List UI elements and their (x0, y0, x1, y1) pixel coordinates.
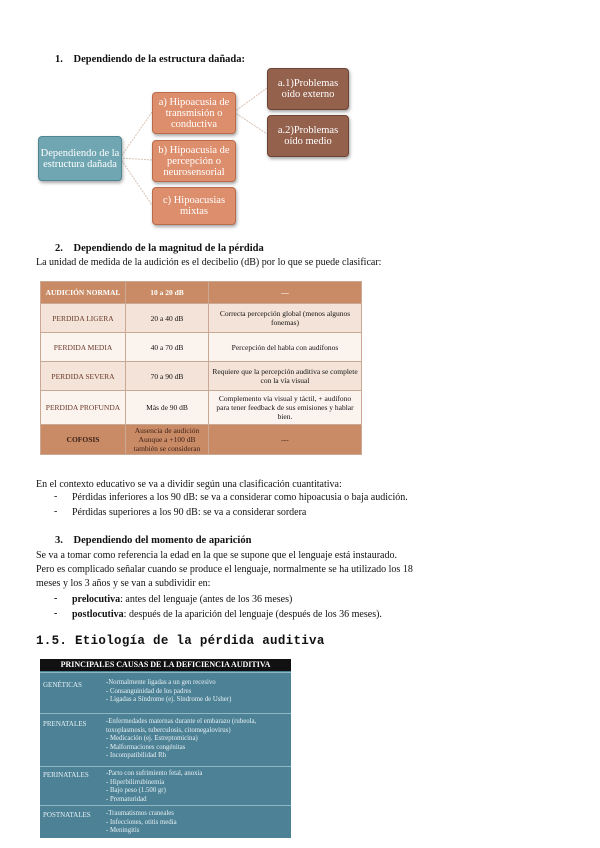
table-cell-range: 40 a 70 dB (126, 333, 209, 362)
section3-title: Dependiendo del momento de aparición (73, 535, 252, 546)
diagram-branch-b-label: b) Hipoacusia de percepción o neurosensorial (158, 144, 230, 178)
cause-category: GENÉTICAS (43, 681, 82, 689)
diagram-branch-a-label: a) Hipoacusia de transmisión o conductiva (158, 96, 230, 130)
table-cell-grade: PERDIDA LIGERA (41, 304, 126, 333)
section1-number: 1. (55, 54, 63, 65)
list-item (72, 608, 382, 621)
table-cell-range: 70 a 90 dB (126, 362, 209, 391)
causes-table (40, 659, 291, 838)
table-cell-grade: PERDIDA MEDIA (41, 333, 126, 362)
section15-title: 1.5. Etiología de la pérdida auditiva (36, 634, 325, 648)
diagram-branch-a (152, 92, 236, 134)
term-description: : después de la aparición del lenguaje (después de los 36 meses). (123, 609, 382, 620)
diagram-leaf-a2 (267, 115, 349, 157)
table-cell-desc: Percepción del habla con audífonos (209, 333, 362, 362)
cause-item: - Consanguinidad de los padres (106, 687, 192, 695)
table-cell-desc: --- (209, 425, 362, 455)
list-item: Pérdidas inferiores a los 90 dB: se va a considerar como hipoacusia o baja audición. (72, 492, 408, 503)
section2-number: 2. (55, 243, 63, 254)
list-item: Pérdidas superiores a los 90 dB: se va a considerar sordera (72, 507, 307, 518)
table-row (40, 766, 291, 805)
cause-category: POSTNATALES (43, 811, 91, 819)
table-row (41, 391, 362, 425)
table-cell-range: Más de 90 dB (126, 391, 209, 425)
cause-item: - Ligadas a Síndrome (ej. Síndrome de Usher) (106, 696, 232, 704)
section3-heading (55, 535, 251, 546)
section1-title: Dependiendo de la estructura dañada: (73, 54, 246, 65)
list-bullet: - (54, 506, 58, 517)
table-cell-range: 20 a 40 dB (126, 304, 209, 333)
diagram-leaf-a1 (267, 68, 349, 110)
term-prelocutiva: prelocutiva (72, 594, 121, 605)
table-cell-grade: AUDICIÓN NORMAL (41, 282, 126, 304)
cause-item: -Normalmente ligadas a un gen recesivo (106, 679, 216, 686)
cause-item: - Hiperbilirrubinemia (106, 778, 165, 786)
list-bullet: - (54, 491, 58, 502)
cause-category: PRENATALES (43, 720, 87, 728)
cause-list (106, 718, 288, 761)
table-row (40, 672, 291, 713)
table-cell-desc: Requiere que la percepción auditiva se complete con la vía visual (209, 362, 362, 391)
diagram-leaf-a1-label: a.1)Problemas oído externo (277, 78, 339, 100)
table-row (41, 425, 362, 455)
list-bullet: - (54, 608, 58, 619)
term-description: : antes del lenguaje (antes de los 36 meses) (120, 594, 293, 605)
table-cell-grade: PERDIDA SEVERA (41, 362, 126, 391)
list-bullet: - (54, 593, 58, 604)
table-row (41, 362, 362, 391)
cause-item: - Infecciones, otitis media (106, 818, 177, 826)
cause-item: - Meningitis (106, 827, 140, 835)
causes-table-header: PRINCIPALES CAUSAS DE LA DEFICIENCIA AUDITIVA (40, 659, 291, 671)
table-cell-range: 10 a 20 dB (126, 282, 209, 304)
diagram-leaf-a2-label: a.2)Problemas oído medio (277, 125, 339, 147)
diagram-branch-c-label: c) Hipoacusias mixtas (162, 195, 226, 217)
cause-category: PERINATALES (43, 771, 89, 779)
table-cell-desc: — (209, 282, 362, 304)
cause-item: -Parto con sufrimiento fetal, anoxia (106, 770, 203, 777)
section3-paragraph-2b: meses y los 3 años y se van a subdividir en: (36, 578, 211, 589)
list-item (72, 593, 292, 606)
diagram-root-label: Dependiendo de la estructura dañada (40, 147, 120, 170)
cause-item: - Prematuridad (106, 795, 147, 803)
section3-number: 3. (55, 535, 63, 546)
cause-item: - Malformaciones congénitas (106, 743, 186, 751)
table-row (40, 805, 291, 839)
table-cell-desc: Complemento vía visual y táctil, + audífono para tener feedback de sus emisiones y hablar bien. (209, 391, 362, 425)
hearing-loss-table (40, 281, 362, 455)
cause-list (106, 770, 288, 804)
cause-item: -Enfermedades maternas durante el embarazo (rubeola, toxoplasmosis, tuberculosis, citomegalovirus) (106, 718, 257, 734)
table-row (41, 282, 362, 304)
section3-paragraph-2a: Pero es complicado señalar cuando se produce el lenguaje, normalmente se ha utilizado los 18 (36, 564, 413, 575)
section3-paragraph-1: Se va a tomar como referencia la edad en la que se supone que el lenguaje está instaurado. (36, 550, 397, 561)
cause-item: -Traumatismos craneales (106, 810, 174, 817)
diagram-root-box (38, 136, 122, 181)
cause-item: - Bajo peso (1.500 gr) (106, 787, 166, 795)
cause-list (106, 679, 288, 705)
table-row (41, 333, 362, 362)
term-postlocutiva: postlocutiva (72, 609, 124, 620)
table-cell-grade: PERDIDA PROFUNDA (41, 391, 126, 425)
context-intro: En el contexto educativo se va a dividir según una clasificación cuantitativa: (36, 479, 342, 490)
section2-title: Dependiendo de la magnitud de la pérdida (73, 243, 264, 254)
diagram-branch-b (152, 140, 236, 182)
table-cell-desc: Correcta percepción global (menos algunos fonemas) (209, 304, 362, 333)
section2-intro: La unidad de medida de la audición es el decibelio (dB) por lo que se puede clasificar: (36, 257, 382, 268)
table-row (40, 713, 291, 766)
section2-heading (55, 243, 264, 254)
cause-item: - Medicación (ej. Estreptomicina) (106, 735, 198, 743)
table-cell-range: Ausencia de audición Aunque a +100 dB también se consideran (126, 425, 209, 455)
diagram-branch-c (152, 187, 236, 225)
cause-item: - Incompatibilidad Rh (106, 752, 167, 760)
table-row (41, 304, 362, 333)
cause-list (106, 810, 288, 836)
table-cell-grade: COFOSIS (41, 425, 126, 455)
